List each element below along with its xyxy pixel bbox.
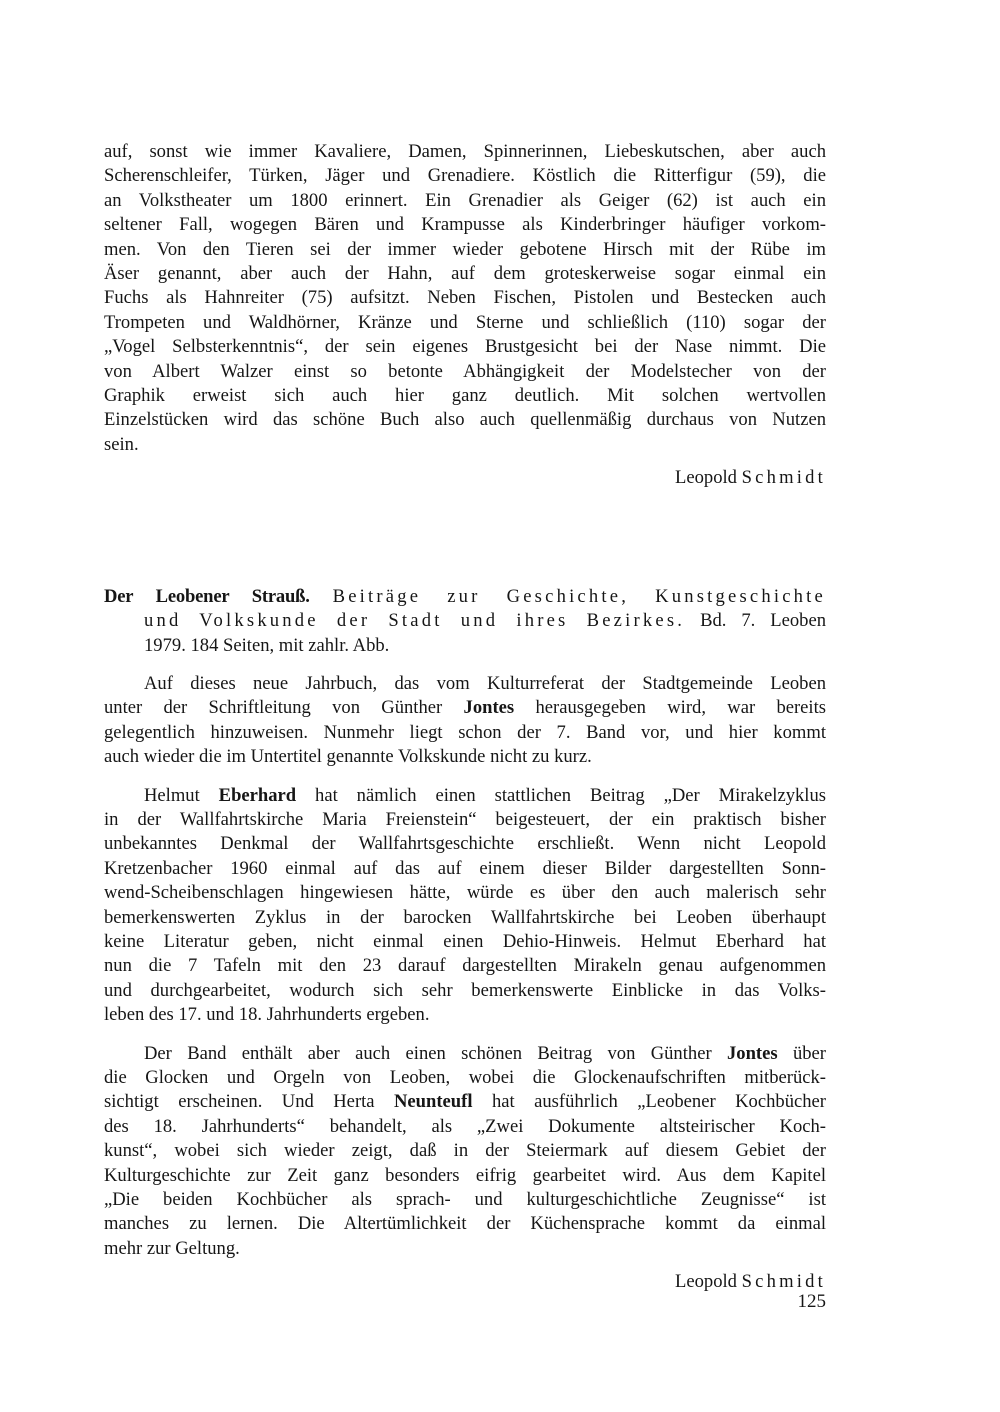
text-line: und durchgearbeitet, wodurch sich sehr bemerkenswerte Einblicke in das Volks- (104, 979, 826, 1001)
review-paragraph-3 (104, 1042, 826, 1262)
text-line: men. Von den Tieren sei der immer wieder gebotene Hirsch mit der Rübe im (104, 238, 826, 260)
book-subtitle: Beiträge zur Geschichte, Kunstgeschichte (332, 585, 826, 607)
book-title: Der Leobener Strauß. (104, 585, 310, 607)
text-line: auch wieder die im Untertitel genannte Volkskunde nicht zu kurz. (104, 746, 592, 768)
book-publication-info: 1979. 184 Seiten, mit zahlr. Abb. (144, 634, 390, 656)
text-line: von Albert Walzer einst so betonte Abhängigkeit der Modelstecher von der (104, 360, 826, 382)
review-signature (104, 1270, 826, 1294)
text-line: Helmut Eberhard hat nämlich einen stattlichen Beitrag „Der Mirakelzyklus (144, 784, 826, 806)
text-line: gelegentlich hinzuweisen. Nunmehr liegt schon der 7. Band vor, und hier kommt (104, 721, 826, 743)
text-line: Einzelstücken wird das schöne Buch also auch quellenmäßig durchaus von Nutzen (104, 409, 826, 431)
review-paragraph-1 (104, 672, 826, 770)
text-line: sein. (104, 433, 139, 455)
text-line: Kulturgeschichte zur Zeit ganz besonders eifrig gearbeitet wird. Aus dem Kapitel (104, 1164, 826, 1186)
text-line: Auf dieses neue Jahrbuch, das vom Kulturreferat der Stadtgemeinde Leoben (144, 672, 826, 694)
review-paragraph-2 (104, 784, 826, 1028)
text-line: „Vogel Selbsterkenntnis“, der sein eigenes Brustgesicht bei der Nase nimmt. Die (104, 336, 826, 358)
book-subtitle-cont: und Volkskunde der Stadt und ihres Bezirkes. (144, 610, 686, 632)
text-line: Scherenschleifer, Türken, Jäger und Grenadiere. Köstlich die Ritterfigur (59), die (104, 165, 826, 187)
review-signature (104, 466, 826, 490)
text-line: mehr zur Geltung. (104, 1237, 240, 1259)
continuation-paragraph (104, 140, 826, 457)
review-heading (104, 585, 826, 658)
author-name: Jontes (463, 697, 515, 719)
author-name: Neunteufl (394, 1091, 473, 1113)
text-line: manches zu lernen. Die Altertümlichkeit der Küchensprache kommt da einmal (104, 1213, 826, 1235)
text-line: seltener Fall, wogegen Bären und Krampusse als Kinderbringer häufiger vorkom- (104, 214, 826, 236)
text-line: Trompeten und Waldhörner, Kränze und Sterne und schließlich (110) sogar der (104, 311, 826, 333)
text-line: „Die beiden Kochbücher als sprach- und kulturgeschichtliche Zeugnisse“ ist (104, 1189, 826, 1211)
signature-last-name: Schmidt (741, 1271, 826, 1293)
page-number: 125 (797, 1291, 826, 1312)
text-line: nun die 7 Tafeln mit den 23 darauf dargestellten Mirakeln genau aufgenommen (104, 955, 826, 977)
text-line: Graphik erweist sich auch hier ganz deutlich. Mit solchen wertvollen (104, 385, 826, 407)
text-line: unbekanntes Denkmal der Wallfahrtsgeschichte erschließt. Wenn nicht Leopold (104, 833, 826, 855)
text-line: des 18. Jahrhunderts“ behandelt, als „Zwei Dokumente altsteirischer Koch- (104, 1115, 826, 1137)
text-line: Kretzenbacher 1960 einmal auf das auf einem dieser Bilder dargestellten Sonn- (104, 857, 826, 879)
text-line: sichtigt erscheinen. Und Herta Neunteufl hat ausführlich „Leobener Kochbücher (104, 1091, 826, 1113)
text-line: keine Literatur geben, nicht einmal einen Dehio-Hinweis. Helmut Eberhard hat (104, 930, 826, 952)
book-volume: Bd. 7. Leoben (700, 610, 826, 632)
document-page (104, 140, 826, 1295)
text-line: Äser genannt, aber auch der Hahn, auf dem groteskerweise sogar einmal ein (104, 263, 826, 285)
signature-first-name: Leopold (674, 1271, 737, 1293)
text-line: auf, sonst wie immer Kavaliere, Damen, Spinnerinnen, Liebeskutschen, aber auch (104, 141, 826, 162)
author-name: Jontes (726, 1042, 778, 1064)
text-line: Fuchs als Hahnreiter (75) aufsitzt. Neben Fischen, Pistolen und Bestecken auch (104, 287, 826, 309)
text-line: an Volkstheater um 1800 erinnert. Ein Grenadier als Geiger (62) ist auch ein (104, 189, 826, 211)
text-line: Der Band enthält aber auch einen schönen Beitrag von Günther Jontes über (144, 1042, 826, 1064)
author-name: Eberhard (218, 784, 297, 806)
text-line: bemerkenswerten Zyklus in der barocken Wallfahrtskirche bei Leoben überhaupt (104, 906, 826, 928)
text-line: die Glocken und Orgeln von Leoben, wobei die Glockenaufschriften mitberück- (104, 1067, 826, 1088)
text-line: wend-Scheibenschlagen hingewiesen hätte, würde es über den auch malerisch sehr (104, 882, 826, 904)
signature-first-name: Leopold (674, 467, 737, 489)
text-line: kunst“, wobei sich wieder zeigt, daß in der Steiermark auf diesem Gebiet der (104, 1140, 826, 1162)
signature-last-name: Schmidt (741, 467, 826, 489)
text-line: unter der Schriftleitung von Günther Jontes herausgegeben wird, war bereits (104, 697, 826, 719)
text-line: in der Wallfahrtskirche Maria Freienstein“ beigesteuert, der ein praktisch bisher (104, 808, 826, 830)
text-line: leben des 17. und 18. Jahrhunderts ergeben. (104, 1004, 430, 1026)
